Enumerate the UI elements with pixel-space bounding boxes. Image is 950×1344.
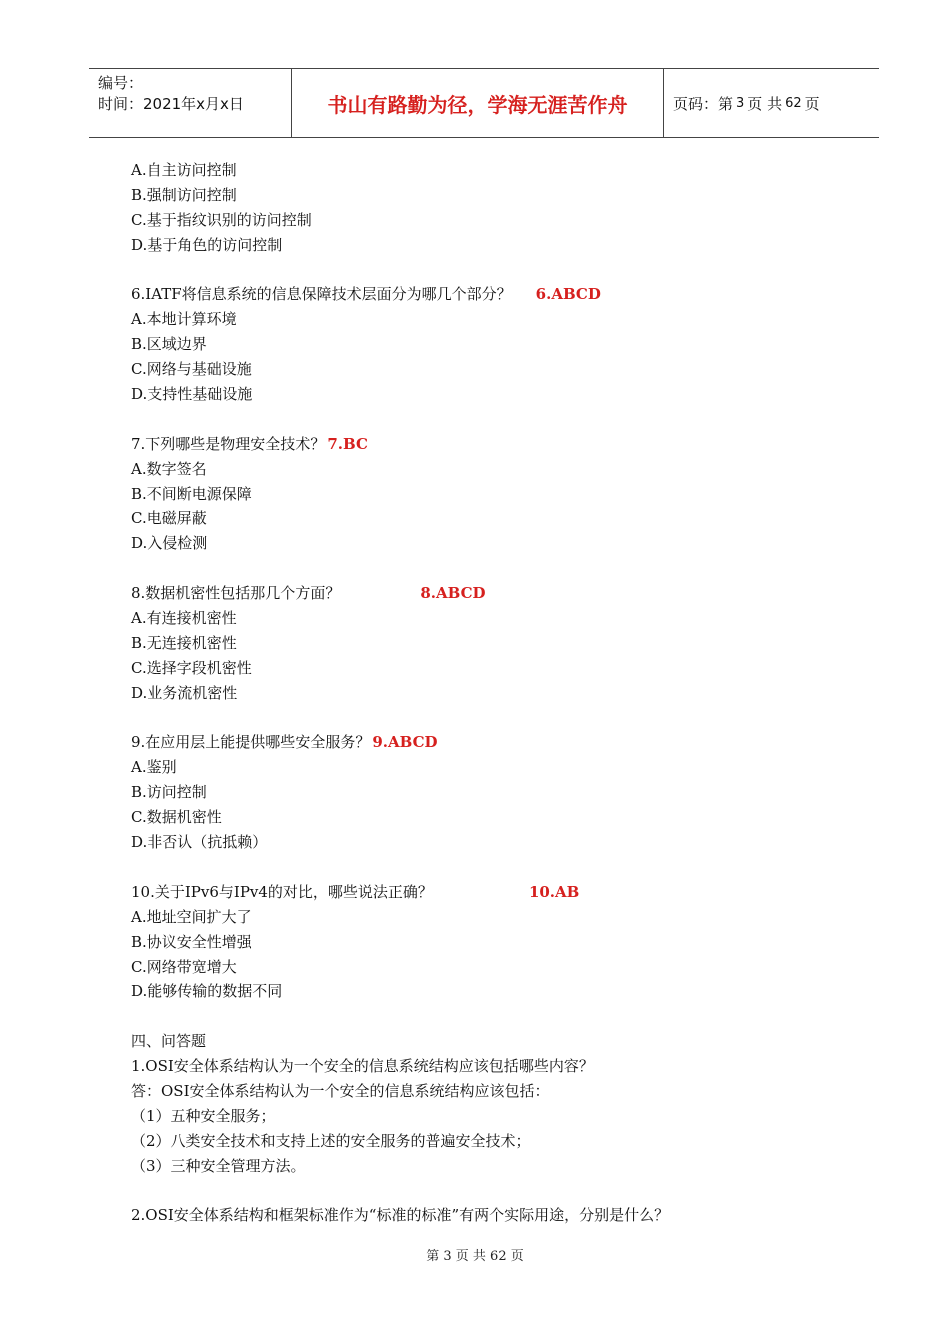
text-line — [131, 730, 851, 755]
text-line — [131, 158, 851, 183]
document-number-label: 编号： — [98, 74, 144, 92]
blank-line — [131, 1004, 851, 1029]
page-mid: 页 共 — [747, 94, 783, 113]
line-text: 7.下列哪些是物理安全技术？ — [131, 434, 326, 453]
line-text: （1）五种安全服务； — [131, 1106, 276, 1125]
text-line — [131, 780, 851, 805]
text-line — [131, 1154, 851, 1179]
line-text: C.选择字段机密性 — [131, 658, 252, 677]
page-total: 62 — [785, 95, 802, 111]
text-line — [131, 1079, 851, 1104]
header-page-number — [664, 69, 879, 137]
answer-key: 6.ABCD — [535, 285, 601, 304]
line-text: A.有连接机密性 — [131, 609, 237, 628]
text-line — [131, 581, 851, 606]
line-text: C.数据机密性 — [131, 808, 222, 827]
page-footer: 第 3 页 共 62 页 — [426, 1249, 524, 1264]
text-line — [131, 531, 851, 556]
page-header — [89, 68, 879, 138]
line-text: C.电磁屏蔽 — [131, 509, 207, 528]
text-line — [131, 307, 851, 332]
text-line — [131, 955, 851, 980]
text-line — [131, 282, 851, 307]
text-line — [131, 482, 851, 507]
text-line — [131, 905, 851, 930]
line-text: B.强制访问控制 — [131, 185, 237, 204]
text-line — [131, 1129, 851, 1154]
line-text: D.非否认（抗抵赖） — [131, 833, 268, 852]
text-line — [131, 805, 851, 830]
text-line — [131, 357, 851, 382]
line-text: C.基于指纹识别的访问控制 — [131, 210, 312, 229]
line-text: C.网络带宽增大 — [131, 957, 237, 976]
line-text: （2）八类安全技术和支持上述的安全服务的普遍安全技术； — [131, 1131, 531, 1150]
line-text: C.网络与基础设施 — [131, 360, 252, 379]
blank-line — [131, 407, 851, 432]
line-text: D.能够传输的数据不同 — [131, 982, 283, 1001]
answer-key: 8.ABCD — [420, 584, 486, 603]
text-line — [131, 332, 851, 357]
document-time-label: 时间：2021年x月x日 — [98, 95, 244, 113]
line-text: 6.IATF将信息系统的信息保障技术层面分为哪几个部分？ — [131, 285, 512, 304]
text-line — [131, 830, 851, 855]
blank-line — [131, 258, 851, 283]
text-line — [131, 233, 851, 258]
line-text: 8.数据机密性包括那几个方面？ — [131, 584, 341, 603]
text-line — [131, 681, 851, 706]
document-body — [131, 158, 851, 1228]
line-text: B.不间断电源保障 — [131, 484, 252, 503]
line-text: A.数字签名 — [131, 459, 207, 478]
answer-key: 7.BC — [327, 434, 368, 453]
line-text: A.地址空间扩大了 — [131, 907, 252, 926]
answer-key: 9.ABCD — [372, 733, 438, 752]
header-left-cell — [89, 69, 291, 137]
line-text: 2.OSI安全体系结构和框架标准作为“标准的标准”有两个实际用途，分别是什么？ — [131, 1206, 670, 1225]
text-line — [131, 1054, 851, 1079]
text-line — [131, 183, 851, 208]
text-line — [131, 382, 851, 407]
text-line — [131, 880, 851, 905]
line-text: D.基于角色的访问控制 — [131, 235, 283, 254]
text-line — [131, 930, 851, 955]
line-text: 四、问答题 — [131, 1032, 207, 1051]
line-text: B.访问控制 — [131, 783, 207, 802]
text-line — [131, 631, 851, 656]
text-line — [131, 1203, 851, 1228]
line-text: 答：OSI安全体系结构认为一个安全的信息系统结构应该包括： — [131, 1081, 550, 1100]
line-text: 1.OSI安全体系结构认为一个安全的信息系统结构应该包括哪些内容？ — [131, 1057, 594, 1076]
text-line — [131, 457, 851, 482]
text-line — [131, 755, 851, 780]
line-text: B.无连接机密性 — [131, 633, 237, 652]
text-line — [131, 656, 851, 681]
page-prefix: 页码：第 — [673, 94, 734, 113]
text-line — [131, 606, 851, 631]
blank-line — [131, 706, 851, 731]
text-line — [131, 208, 851, 233]
text-line — [131, 506, 851, 531]
line-text: D.业务流机密性 — [131, 683, 238, 702]
line-text: D.支持性基础设施 — [131, 385, 253, 404]
page-suffix: 页 — [804, 94, 820, 113]
blank-line — [131, 1179, 851, 1204]
page-current: 3 — [736, 95, 745, 111]
line-text: A.自主访问控制 — [131, 161, 237, 179]
line-text: 9.在应用层上能提供哪些安全服务？ — [131, 733, 371, 752]
answer-key: 10.AB — [528, 882, 580, 901]
blank-line — [131, 855, 851, 880]
line-text: 10.关于IPv6与IPv4的对比，哪些说法正确？ — [131, 882, 433, 901]
text-line — [131, 432, 851, 457]
line-text: A.本地计算环境 — [131, 310, 237, 329]
line-text: B.协议安全性增强 — [131, 932, 252, 951]
line-text: D.入侵检测 — [131, 534, 208, 553]
text-line — [131, 979, 851, 1004]
line-text: A.鉴别 — [131, 758, 177, 777]
text-line — [131, 1029, 851, 1054]
header-motto: 书山有路勤为径，学海无涯苦作舟 — [291, 69, 664, 137]
blank-line — [131, 556, 851, 581]
line-text: B.区域边界 — [131, 335, 207, 354]
line-text: （3）三种安全管理方法。 — [131, 1156, 306, 1175]
text-line — [131, 1104, 851, 1129]
